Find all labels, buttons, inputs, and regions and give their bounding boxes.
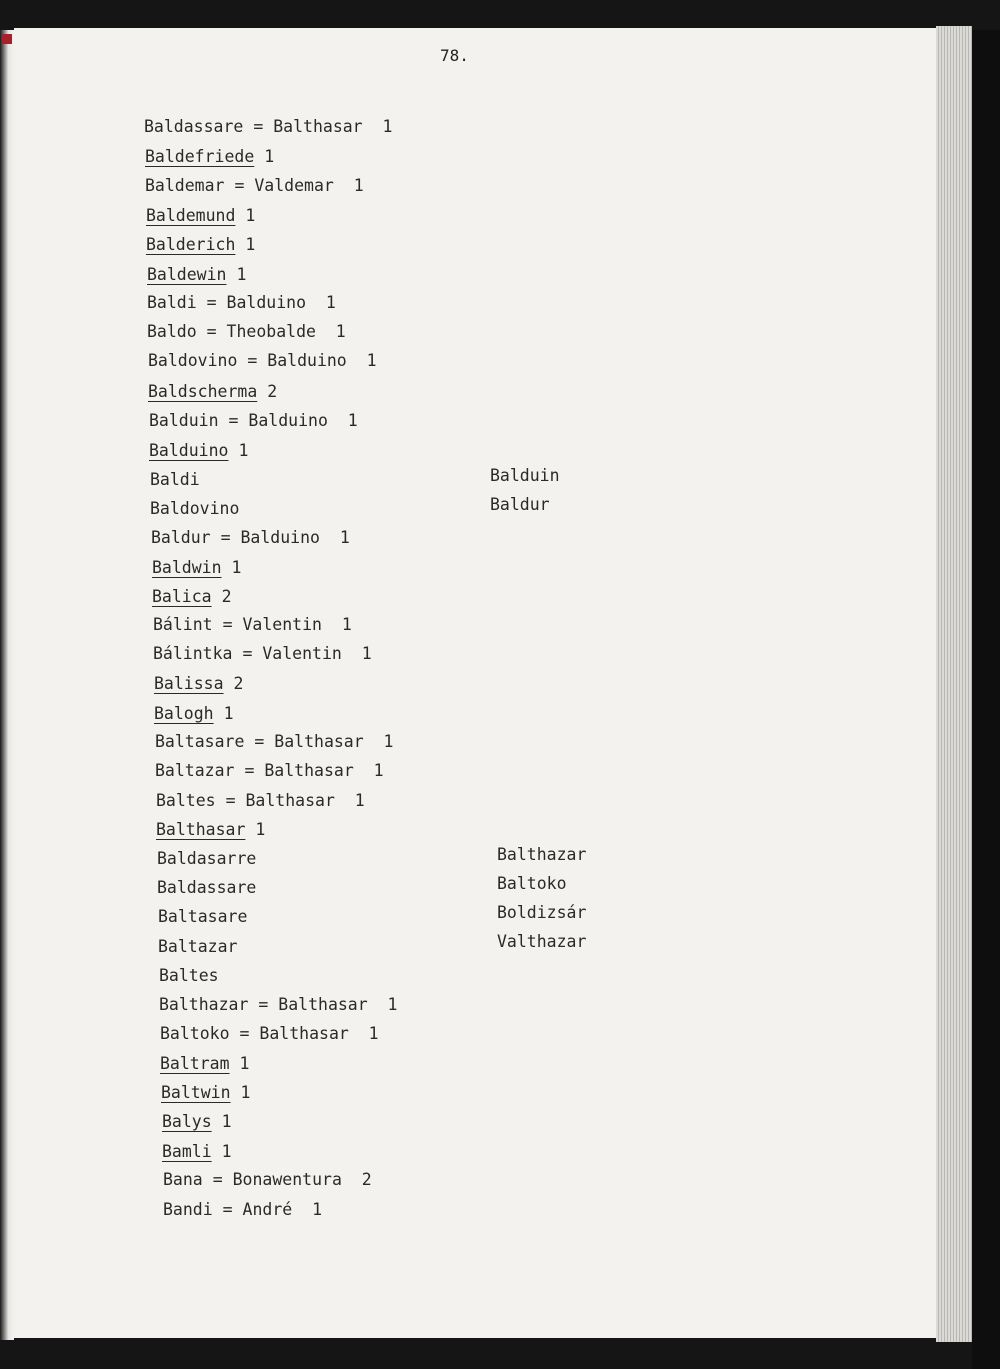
entry-name: Baltasare xyxy=(155,732,245,751)
entry xyxy=(160,1054,249,1074)
entry-name: Baldasarre xyxy=(157,849,257,868)
entry xyxy=(162,1112,232,1132)
entry xyxy=(148,351,377,371)
entry xyxy=(152,558,241,578)
entry-value: 2 xyxy=(267,382,278,401)
entry xyxy=(151,528,350,548)
entry-value: = Balthasar 1 xyxy=(244,761,384,780)
entry-name: Bálintka xyxy=(153,644,233,663)
book-spine-shadow xyxy=(0,30,14,1340)
entry-value: 1 xyxy=(245,235,256,254)
entry xyxy=(155,761,384,781)
entry-name: Balduino xyxy=(149,441,229,460)
entry xyxy=(150,470,200,490)
entry xyxy=(146,235,255,255)
entry xyxy=(148,382,277,402)
entry xyxy=(162,1142,232,1162)
entry-name: Baltes xyxy=(156,791,216,810)
entry-name: Baltasare xyxy=(158,907,248,926)
entry xyxy=(156,791,365,811)
entry-value: 1 xyxy=(221,1112,232,1131)
entry-name: Baldovino xyxy=(150,499,240,518)
entry-name: Bálint xyxy=(153,615,213,634)
entry xyxy=(152,587,232,607)
entry-name: Baltes xyxy=(159,966,219,985)
entry-name: Balthasar xyxy=(156,820,246,839)
variant-name: Balthazar xyxy=(497,845,587,864)
entry-name: Baldi xyxy=(150,470,200,489)
entry-value: = Balthasar 1 xyxy=(253,117,393,136)
entry xyxy=(146,206,255,226)
entry xyxy=(158,937,237,957)
entry-name: Balthazar xyxy=(159,995,249,1014)
entry-name: Bana xyxy=(163,1170,203,1189)
entry-value: = Balduino 1 xyxy=(247,351,377,370)
entry-value: = Balduino 1 xyxy=(206,293,336,312)
entry xyxy=(156,820,265,840)
entry-name: Baldi xyxy=(147,293,197,312)
entry-value: 1 xyxy=(238,441,249,460)
entry-value: = Bonawentura 2 xyxy=(212,1170,372,1189)
entry-name: Baldassare xyxy=(157,878,257,897)
entry-value: = Balthasar 1 xyxy=(258,995,398,1014)
variant-name: Valthazar xyxy=(497,932,587,951)
entry-name: Balissa xyxy=(154,674,224,693)
entry-value: = Balduino 1 xyxy=(228,411,358,430)
entry-name: Balys xyxy=(162,1112,212,1131)
entry-name: Bandi xyxy=(163,1200,213,1219)
entry-name: Baldovino xyxy=(148,351,238,370)
variant-name: Baltoko xyxy=(497,874,567,893)
variant-name: Boldizsár xyxy=(497,903,587,922)
entry-value: 2 xyxy=(221,587,232,606)
entry xyxy=(144,117,392,137)
entry-name: Balduin xyxy=(149,411,219,430)
entry-value: = Balthasar 1 xyxy=(225,791,365,810)
entry-name: Baldassare xyxy=(144,117,244,136)
entry xyxy=(155,732,393,752)
entry-name: Balogh xyxy=(154,704,214,723)
entry-value: 1 xyxy=(255,820,266,839)
bookmark-ribbon xyxy=(2,34,12,44)
entry-name: Balderich xyxy=(146,235,236,254)
entry-value: 1 xyxy=(231,558,242,577)
entry-name: Balica xyxy=(152,587,212,606)
entry-name: Baldewin xyxy=(147,265,227,284)
page-number: 78. xyxy=(440,46,469,65)
entry-name: Baldwin xyxy=(152,558,222,577)
entry-value: 2 xyxy=(233,674,244,693)
entry-value: = André 1 xyxy=(222,1200,323,1219)
entry xyxy=(154,704,234,724)
entry-name: Baldur xyxy=(151,528,211,547)
entry xyxy=(150,499,239,519)
entry xyxy=(147,265,246,285)
entry xyxy=(157,849,256,869)
entry-value: = Valentin 1 xyxy=(222,615,352,634)
entry xyxy=(154,674,243,694)
entry xyxy=(158,907,247,927)
entry-value: 1 xyxy=(239,1054,250,1073)
entry-name: Bamli xyxy=(162,1142,212,1161)
entry-name: Baltoko xyxy=(160,1024,230,1043)
entry xyxy=(153,644,372,664)
entry xyxy=(147,322,346,342)
entry-value: 1 xyxy=(245,206,256,225)
entry-value: = Balthasar 1 xyxy=(239,1024,379,1043)
entry-value: = Balduino 1 xyxy=(220,528,350,547)
entry-name: Baldefriede xyxy=(145,147,255,166)
entry-value: = Theobalde 1 xyxy=(206,322,346,341)
entry-value: = Valentin 1 xyxy=(242,644,372,663)
entry-name: Baldemar xyxy=(145,176,225,195)
entry-name: Baltwin xyxy=(161,1083,231,1102)
entry-name: Baldo xyxy=(147,322,197,341)
entry-name: Baldemund xyxy=(146,206,236,225)
entry xyxy=(149,441,248,461)
entry xyxy=(160,1024,379,1044)
entry-value: 1 xyxy=(240,1083,251,1102)
entry xyxy=(149,411,358,431)
page-edges xyxy=(936,26,972,1342)
entry xyxy=(163,1170,372,1190)
entry-value: 1 xyxy=(264,147,275,166)
entry xyxy=(147,293,336,313)
entry-value: 1 xyxy=(236,265,247,284)
entry-name: Baltazar xyxy=(155,761,235,780)
entry xyxy=(159,966,219,986)
entry xyxy=(157,878,256,898)
entry-name: Baldscherma xyxy=(148,382,258,401)
entry xyxy=(145,147,274,167)
entry-name: Baltazar xyxy=(158,937,238,956)
background-edge xyxy=(972,30,1000,1369)
entry-value: = Balthasar 1 xyxy=(254,732,394,751)
entry-name: Baltram xyxy=(160,1054,230,1073)
variant-name: Balduin xyxy=(490,466,560,485)
entry xyxy=(159,995,397,1015)
entry xyxy=(161,1083,250,1103)
variant-name: Baldur xyxy=(490,495,550,514)
entry xyxy=(163,1200,322,1220)
entry xyxy=(153,615,352,635)
entry-value: 1 xyxy=(221,1142,232,1161)
entry-value: = Valdemar 1 xyxy=(234,176,364,195)
entry xyxy=(145,176,364,196)
entry-value: 1 xyxy=(223,704,234,723)
